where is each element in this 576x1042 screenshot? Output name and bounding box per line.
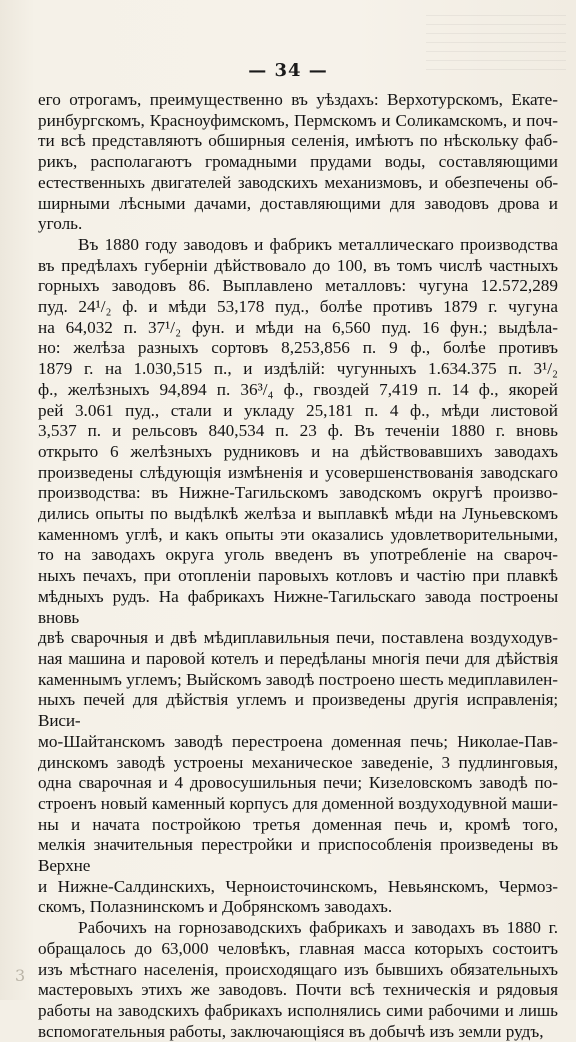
text-line: ная машина и паровой котелъ и передѣланы многія печи для дѣйствія — [38, 648, 558, 668]
text-line: каменнымъ углемъ; Выйскомъ заводѣ построено шесть медиплавилен- — [38, 669, 558, 689]
text-line: 3,537 п. и рельсовъ 840,534 п. 23 ф. Въ теченіи 1880 г. вновь — [38, 421, 558, 441]
text-line: производства: въ Нижне-Тагильскомъ заводскомъ округѣ произво- — [38, 483, 558, 503]
text-line: естественныхъ двигателей заводскихъ механизмовъ, и обезпечены об- — [38, 172, 558, 192]
text-line: работы на заводскихъ фабрикахъ исполнялись сими рабочими и лишь — [38, 1000, 558, 1020]
text-line: каменномъ углѣ, и какъ опыты эти оказались удовлетворительными, — [38, 524, 558, 544]
text-line: ны и начата постройкою третья доменная печь и, кромѣ того, — [38, 814, 558, 834]
text-line: на 64,032 п. 37¹/₂ фун. и мѣди на 6,560 пуд. 16 фун.; выдѣла- — [38, 317, 558, 337]
text-line: динскомъ заводѣ устроены механическое заведеніе, 3 пудлинговыя, — [38, 752, 558, 772]
text-line: дились опыты по выдѣлкѣ желѣза и выплавкѣ мѣди на Луньевскомъ — [38, 504, 558, 524]
body-text — [38, 90, 558, 1042]
text-line: горныхъ заводовъ 86. Выплавлено металловъ: чугуна 12.572,289 — [38, 276, 558, 296]
text-line: изъ мѣстнаго населенія, происходящаго изъ бывшихъ обязательныхъ — [38, 959, 558, 979]
text-line: ширными лѣсными дачами, доставляющими для заводовъ дрова и — [38, 193, 558, 213]
text-line: вспомогательныя работы, заключающіяся въ добычѣ изъ земли рудъ, — [38, 1021, 544, 1041]
text-line: но: желѣза разныхъ сортовъ 8,253,856 п. 9 ф., болѣе противъ — [38, 338, 558, 358]
text-line: ринбургскомъ, Красноуфимскомъ, Пермскомъ и Соликамскомъ, и поч- — [38, 110, 558, 130]
text-line: произведены слѣдующія измѣненія и усовершенствованія заводскаго — [38, 462, 558, 482]
text-line: пуд. 24¹/₂ ф. и мѣди 53,178 пуд., болѣе противъ 1879 г. чугуна — [38, 297, 558, 317]
text-line: ныхъ печей для дѣйствія углемъ и произведены другія исправленія; Виси- — [38, 690, 558, 731]
text-line: Рабочихъ на горнозаводскихъ фабрикахъ и заводахъ въ 1880 г. — [78, 918, 558, 938]
text-line: мелкія значительныя перестройки и приспособленія произведены въ Верхне — [38, 835, 558, 876]
text-line: Въ 1880 году заводовъ и фабрикъ металлическаго производства — [78, 234, 558, 254]
text-line: 1879 г. на 1.030,515 п., и издѣлій: чугунныхъ 1.634.375 п. 3¹/₂ — [38, 359, 558, 379]
text-line: уголь. — [38, 214, 83, 234]
text-line: открыто 6 желѣзныхъ рудниковъ и на дѣйствовавшихъ заводахъ — [38, 441, 558, 461]
text-line: скомъ, Полазнинскомъ и Добрянскомъ заводахъ. — [38, 897, 393, 917]
text-line: ти всѣ представляютъ обширныя селенія, имѣютъ по нѣскольку фаб- — [38, 131, 558, 151]
text-line: ф., желѣзныхъ 94,894 п. 36³/₄ ф., гвоздей 7,419 п. 14 ф., якорей — [38, 379, 558, 399]
text-line: мастеровыхъ этихъ же заводовъ. Почти всѣ техническія и рядовыя — [38, 980, 558, 1000]
text-line: въ предѣлахъ губерніи дѣйствовало до 100, въ томъ числѣ частныхъ — [38, 255, 558, 275]
text-line: мо-Шайтанскомъ заводѣ перестроена доменная печь; Николае-Пав- — [38, 731, 558, 751]
text-line: его отрогамъ, преимущественно въ уѣздахъ: Верхотурскомъ, Екате- — [38, 90, 558, 109]
text-line: обращалось до 63,000 человѣкъ, главная масса которыхъ состоитъ — [38, 938, 558, 958]
text-line: и Нижне-Салдинскихъ, Черноисточинскомъ, Невьянскомъ, Чермоз- — [38, 876, 558, 896]
text-line: мѣдныхъ рудъ. На фабрикахъ Нижне-Тагильскаго завода построены вновь — [38, 586, 558, 627]
page-number: — 34 — — [248, 60, 328, 81]
text-line: то на заводахъ округа уголь введенъ въ употребленіе на свароч- — [38, 545, 558, 565]
margin-mark: 3 — [15, 966, 26, 985]
text-line: строенъ новый каменный корпусъ для доменной воздуходувной маши- — [38, 793, 558, 813]
text-line: ныхъ печахъ, при отопленіи паровыхъ котловъ и частію при плавкѣ — [38, 566, 558, 586]
text-line: двѣ сварочныя и двѣ мѣдиплавильныя печи, поставлена воздуходув- — [38, 628, 558, 648]
text-line: рикъ, располагаютъ громадными прудами воды, составляющими — [38, 152, 558, 172]
text-line: рей 3.061 пуд., стали и укладу 25,181 п. 4 ф., мѣди листовой — [38, 400, 558, 420]
text-line: одна сварочная и 4 дровосушильныя печи; Кизеловскомъ заводѣ по- — [38, 773, 558, 793]
